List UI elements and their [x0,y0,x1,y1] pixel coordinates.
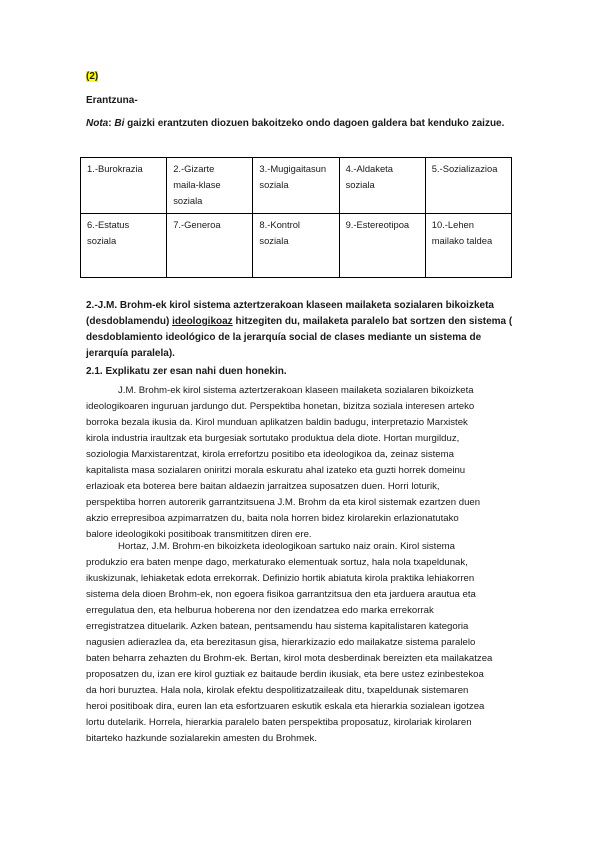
table-row [81,214,512,278]
underlined-term: ideologikoaz [172,316,233,327]
note-text: gaizki erantzuten diozuen bakoitzeko ondo dagoen galdera bat kenduko zaizue. [124,118,505,129]
paragraph-line: heroi positiboak dira, euren lan eta esfortzuaren eskutik eskala eta hierarkia sozialean igotzea [86,701,485,712]
table-cell: 8.-Kontrol soziala [253,214,339,278]
paragraph-line: perspektiba horren autorerik garrantzitsuena J.M. Brohm da eta kirol sistemak ezartzen duen [86,497,481,508]
table-cell: 4.-Aldaketa soziala [339,158,425,214]
paragraph-line: ideologikoaren inguruan jardungo dut. Perspektiba honetan, bizitza soziala interesen arteko [86,401,475,412]
question-number-text: (2) [86,71,99,82]
section-2-heading: 2.-J.M. Brohm-ek kirol sistema aztertzerakoan klaseen mailaketa sozialaren bikoizketa (desdoblamendu) ideologikoaz hitzegiten du, mailaketa paralelo bat sortzen den sistema ( desdoblamiento ideológico de la jerarquía social de clases mediante un sistema de jerarquía paralela). [86,300,513,359]
paragraph-line: kirola industria iraultzak eta burgesiak sortutako produktua dela diote. Hortan murgilduz, [86,433,460,444]
paragraph-line: akzio errepresiboa azpimarratzen du, baita nola horren bidez kirolarekin erlazionatutako [86,513,459,524]
paragraph-line: J.M. Brohm-ek kirol sistema aztertzerakoan klaseen mailaketa sozialaren bikoizketa [118,385,474,396]
paragraph-2 [86,539,506,747]
table-row [81,158,512,214]
table-cell: 9.-Estereotipoa [339,214,425,278]
table-cell: 1.-Burokrazia [81,158,167,214]
note-line [86,118,504,129]
paragraph-line: bitarteko hazkunde sozialarekin amesten du Brohmek. [86,733,317,744]
paragraph-1 [86,383,506,543]
paragraph-line: erregistratzea dituelarik. Azken batean, pentsamendu hau sistema kapitalistaren kategoria [86,621,469,632]
note-sep: : [108,118,115,129]
paragraph-line: erlazioak eta boterea bere baitan aldaezin jarraitzea suposatzen duen. Horri loturik, [86,481,440,492]
paragraph-line: Hortaz, J.M. Brohm-en bikoizketa ideologikoan sartuko naiz orain. Kirol sistema [118,541,455,552]
table-cell: 5.-Sozializazioa [425,158,511,214]
table-cell: 3.-Mugigaitasun soziala [253,158,339,214]
table-cell: 7.-Generoa [167,214,253,278]
table-cell: 10.-Lehen mailako taldea [425,214,511,278]
subsection-2-1-heading: 2.1. Explikatu zer esan nahi duen honekin. [86,366,287,377]
paragraph-line: nagusien adierazlea da, eta berezitasun gisa, hierarkizazio edo mailakatze sistema paralelo [86,637,476,648]
paragraph-line: lortu dutelarik. Horrela, hierarkia paralelo baten perspektiba proposatuz, kirolariak kirolaren [86,717,472,728]
paragraph-line: erregulatua den, eta helburua hoberena nor den izendatzea edo marka errekorrak [86,605,434,616]
question-number [86,71,98,82]
paragraph-line: sistema dela dioen Brohm-ek, non egoera fisikoa garrantzitsua den eta jarduera arautua eta [86,589,476,600]
table-cell: 6.-Estatus soziala [81,214,167,278]
paragraph-line: da hori buruztea. Hala nola, kirolak efektu despolitizatzaileak ditu, txapeldunak sistemaren [86,685,469,696]
table-cell: 2.-Gizarte maila-klase soziala [167,158,253,214]
paragraph-line: borroka bezala ikusia da. Kirol munduan aplikatzen baldin badugu, interpretazio Marxistek [86,417,468,428]
paragraph-line: soziologia Marxistarentzat, kirola errefortzu positibo eta ideologikoa da, zeinaz sistema [86,449,454,460]
paragraph-line: kapitalista masa sozialaren oniritzi morala eskuratu ahal izateko eta guzti horrek domeinu [86,465,466,476]
note-bi: Bi [114,118,125,129]
note-label: Nota [86,118,109,129]
paragraph-line: proposatzen du, izan ere kirol guztiak ez baitaude berdin ikusiak, eta bere ustez ezinbestekoa [86,669,484,680]
paragraph-line: ikuskizunak, lehiaketak edota errekorrak. Definizio hortik abiatuta kirola praktika lehiakorren [86,573,475,584]
paragraph-line: produkzio era baten menpe dago, merkaturako elementuak sortuz, hala nola txapeldunak, [86,557,468,568]
concepts-table [80,157,512,278]
answer-label: Erantzuna- [86,95,138,106]
paragraph-line: balore ideologikoki positiboak transmititzen diren ere. [86,529,312,540]
paragraph-line: baten beharra zehazten du Brohm-ek. Bertan, kirol mota desberdinak bereizten eta mailakatzea [86,653,493,664]
